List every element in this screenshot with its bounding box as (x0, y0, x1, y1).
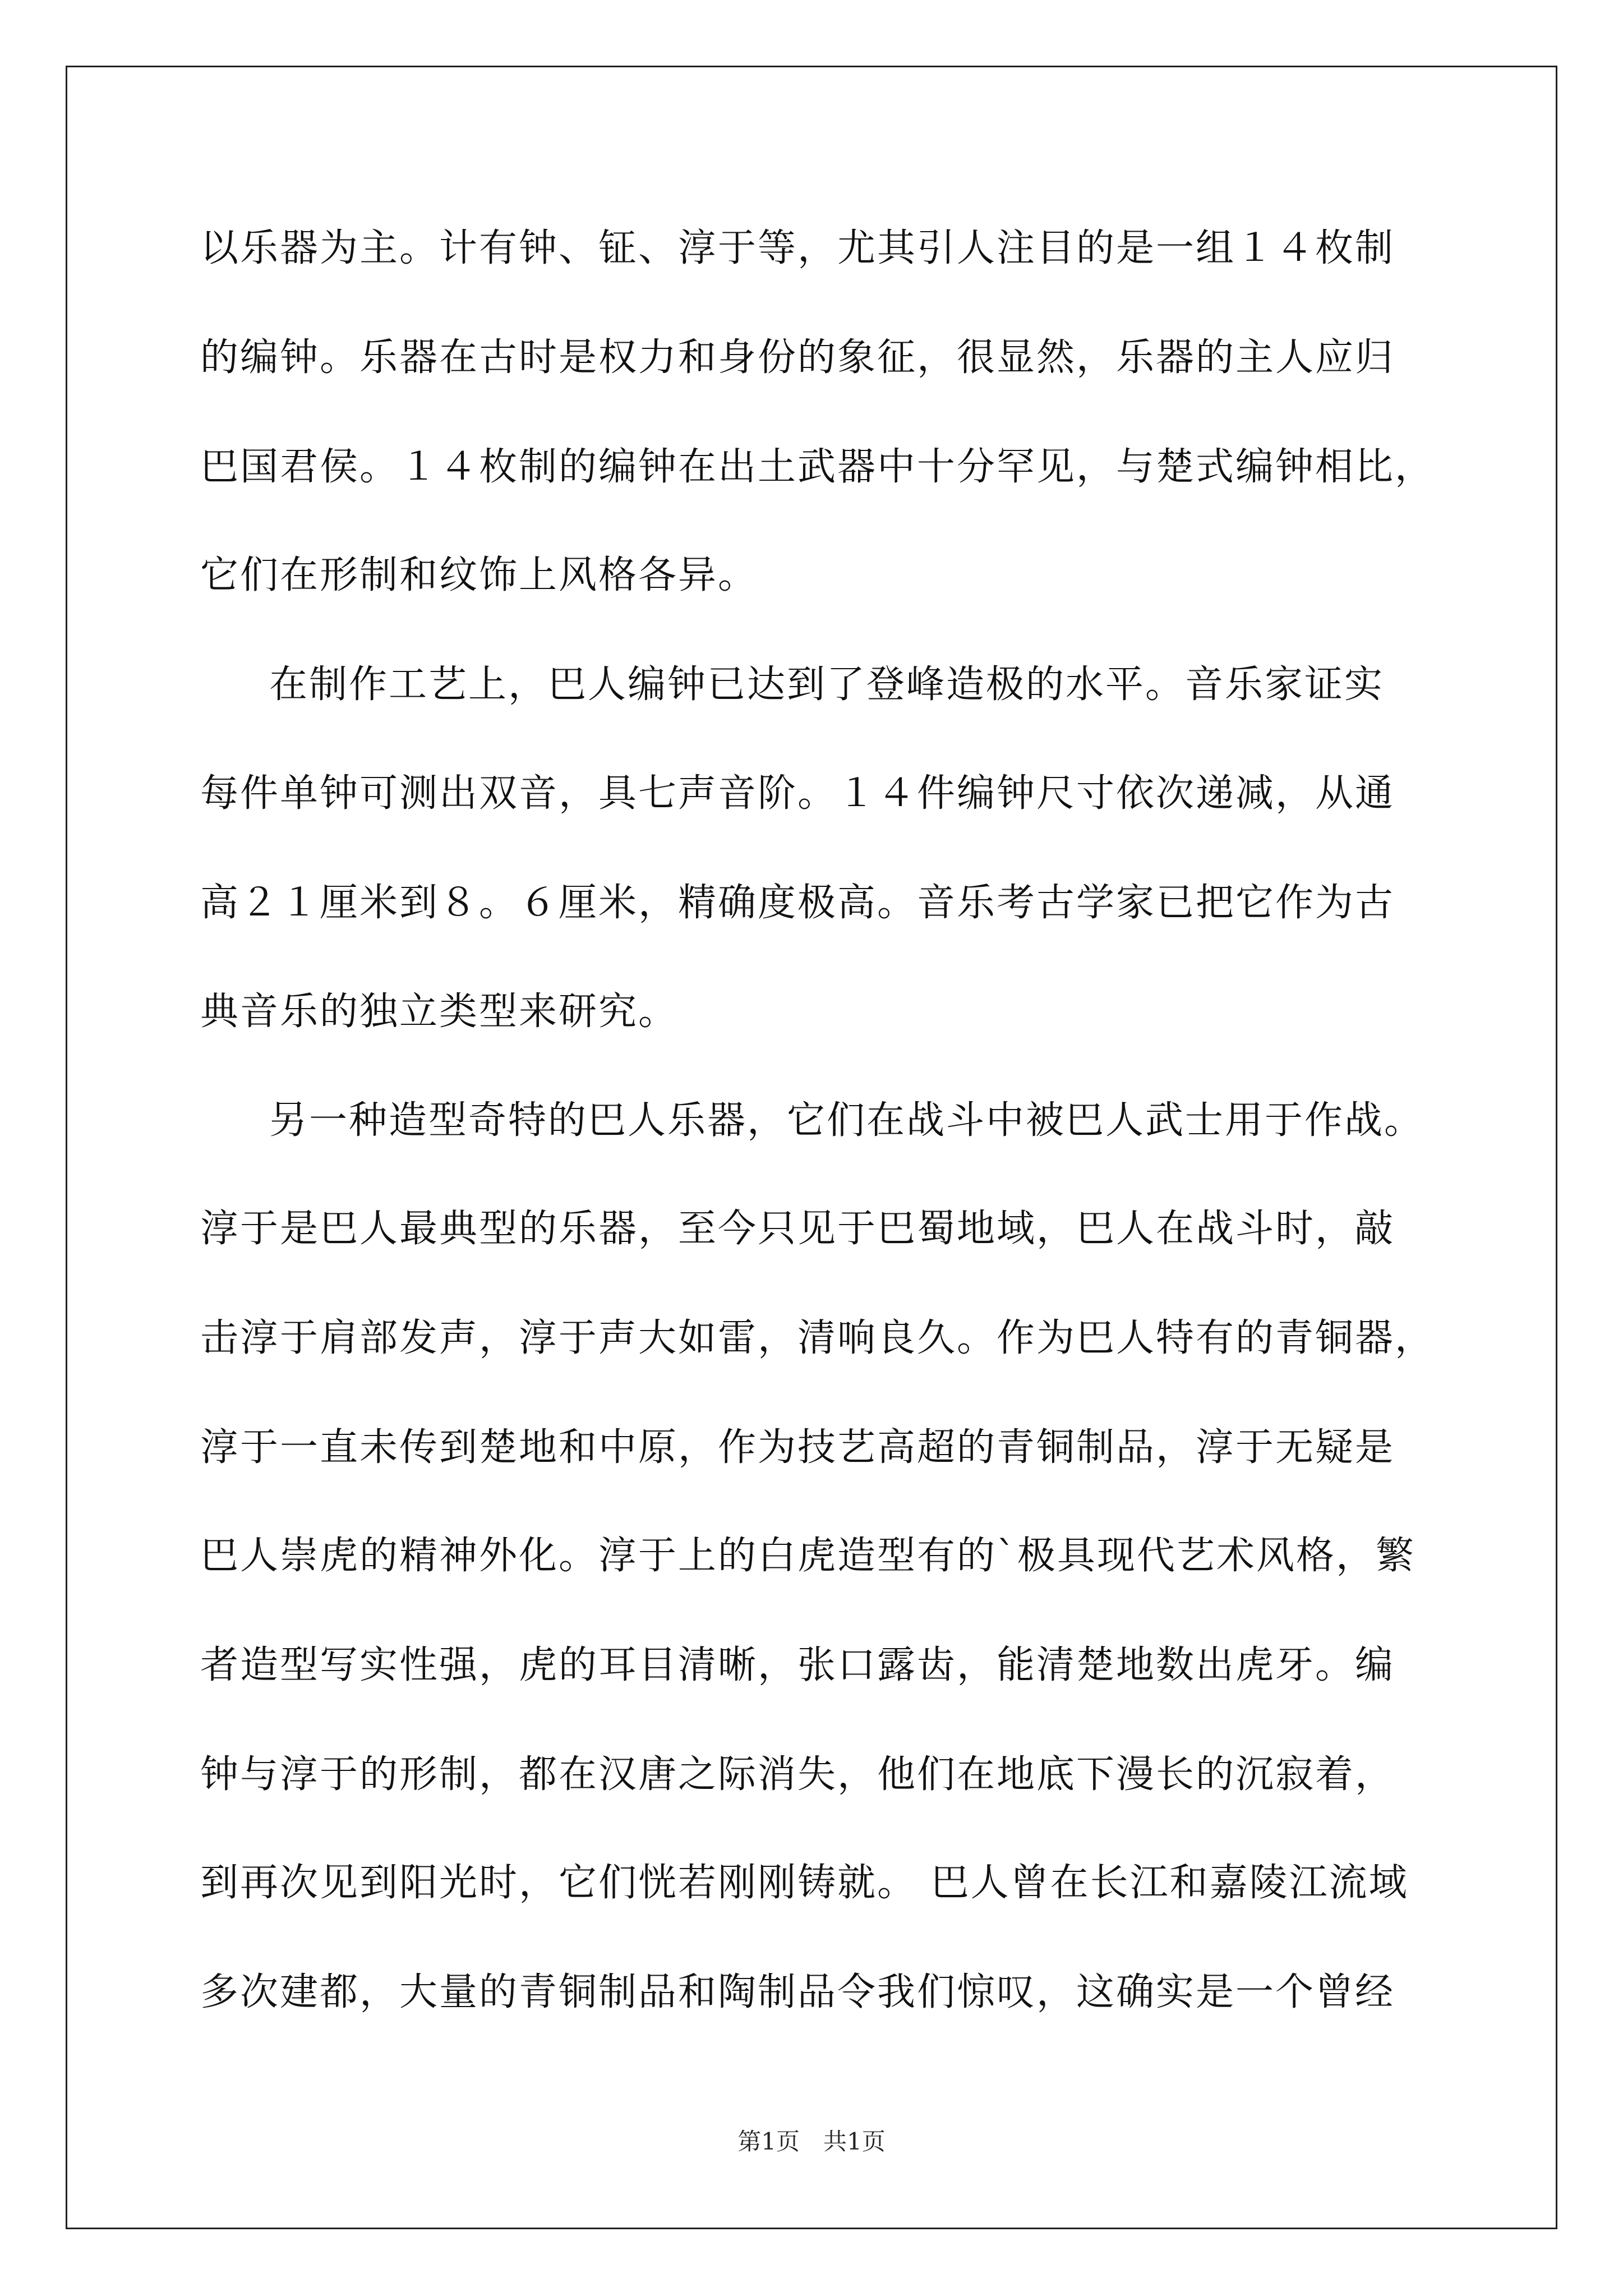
paragraph-3-line-6: 者造型写实性强，虎的耳目清晰，张口露齿，能清楚地数出虎牙。编 (200, 1643, 1395, 1687)
paragraph-3-line-4: 淳于一直未传到楚地和中原，作为技艺高超的青铜制品，淳于无疑是 (200, 1425, 1395, 1470)
paragraph-3-line-1: 另一种造型奇特的巴人乐器，它们在战斗中被巴人武士用于作战。 (269, 1098, 1424, 1143)
paragraph-1-line-2: 的编钟。乐器在古时是权力和身份的象征，很显然，乐器的主人应归 (200, 335, 1395, 380)
paragraph-3-line-8: 到再次见到阳光时，它们恍若刚刚铸就。 巴人曾在长江和嘉陵江流域 (200, 1861, 1409, 1905)
paragraph-2-line-2: 每件单钟可测出双音，具七声音阶。１４件编钟尺寸依次递减，从通 (200, 771, 1395, 816)
paragraph-1-line-3: 巴国君侯。１４枚制的编钟在出土武器中十分罕见，与楚式编钟相比， (200, 445, 1435, 489)
paragraph-1-line-4: 它们在形制和纹饰上风格各异。 (200, 553, 758, 597)
paragraph-3-line-7: 钟与淳于的形制，都在汉唐之际消失，他们在地底下漫长的沉寂着， (200, 1752, 1395, 1797)
paragraph-3-line-3: 击淳于肩部发声，淳于声大如雷，清响良久。作为巴人特有的青铜器， (200, 1316, 1435, 1360)
paragraph-3-line-9: 多次建都，大量的青铜制品和陶制品令我们惊叹，这确实是一个曾经 (200, 1970, 1395, 2014)
paragraph-2-line-4: 典音乐的独立类型来研究。 (200, 990, 679, 1034)
page-footer: 第1页 共1页 (737, 2128, 886, 2155)
paragraph-1-line-1: 以乐器为主。计有钟、钲、淳于等，尤其引人注目的是一组１４枚制 (200, 226, 1395, 270)
paragraph-2-line-3: 高２１厘米到８。６厘米，精确度极高。音乐考古学家已把它作为古 (200, 881, 1395, 925)
paragraph-3-line-5: 巴人崇虎的精神外化。淳于上的白虎造型有的`极具现代艺术风格，繁 (200, 1534, 1416, 1578)
paragraph-2-line-1: 在制作工艺上，巴人编钟已达到了登峰造极的水平。音乐家证实 (269, 662, 1385, 707)
paragraph-3-line-2: 淳于是巴人最典型的乐器，至今只见于巴蜀地域，巴人在战斗时，敲 (200, 1207, 1395, 1251)
